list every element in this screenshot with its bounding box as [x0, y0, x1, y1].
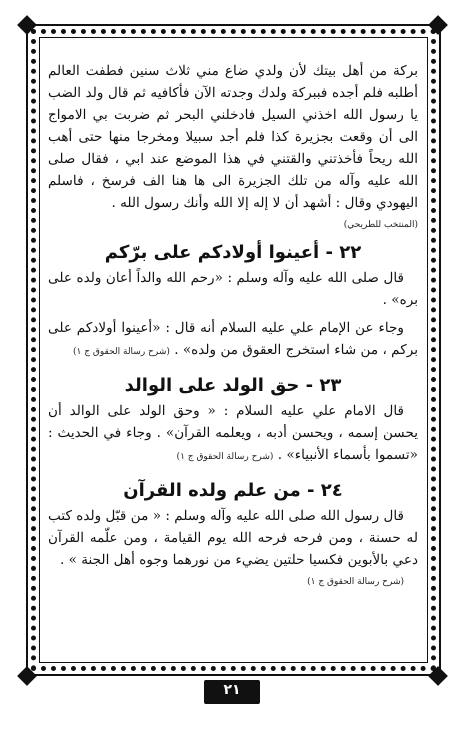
- section-22-source: (شرح رسالة الحقوق ج ١): [73, 347, 170, 357]
- section-22-paragraph-2-text: وجاء عن الإمام علي عليه السلام أنه قال : «أعينوا أولادكم على بركم ، من شاء استخرج العقوق من ولده» .: [48, 320, 418, 358]
- section-22-paragraph-1: [48, 267, 418, 311]
- section-24-paragraph-1: [48, 505, 418, 593]
- section-23-source: (شرح رسالة الحقوق ج ١): [176, 452, 274, 462]
- section-23-paragraph-1: [48, 400, 418, 468]
- section-23-heading: ٢٣ - حق الولد على الوالد: [124, 375, 342, 396]
- section-24-paragraph-1-text: قال رسول الله صلى الله عليه وآله وسلم : « من قبّل ولده كتب له حسنة ، ومن فرحه فرحه الله يوم القيامة ، ومن علّمه القرآن دعي بالأبوين فكسيا حلتين يضيء من نورهما وجوه أهل الجنة » .: [48, 508, 418, 568]
- section-22-heading: ٢٢ - أعينوا أولادكم على برّكم: [104, 242, 362, 263]
- page-number: ٢١: [223, 682, 241, 698]
- intro-text: بركة من أهل بيتك لأن ولدي ضاع مني ثلاث سنين فطفت العالم أطلبه فلم أجده فببركة ولدك وجدته الآن فأكافيه ثم قال ولد الضب يا رسول الله اخذني السيل فادخلني البحر ثم ضربت بي الامواج الى أن وقعت بجزيرة كذا فلم أجد سبيلا ومخرجا منها حتى أهب الله ريحاً فأخذتني والقتني في هذا الموضع عند ابي ، فقال صلى الله عليه وآله من تلك الجزيرة الى ها هنا الف فرسخ ، فاسلم اليهودي وقال : أشهد أن لا إله إلا الله وأنك رسول الله .: [48, 63, 418, 211]
- section-22-paragraph-2: [48, 317, 418, 363]
- section-23-paragraph-1-text: قال الامام علي عليه السلام : « وحق الولد على الوالد أن يحسن إسمه ، ويحسن أدبه ، ويعلمه القرآن» . وجاء في الحديث : «تسموا بأسماء الأنبياء» .: [48, 403, 418, 463]
- intro-paragraph: [48, 60, 418, 236]
- section-22-paragraph-1-text: قال صلى الله عليه وآله وسلم : «رحم الله والداً أعان ولده على بره» .: [48, 270, 418, 308]
- section-24-source: (شرح رسالة الحقوق ج ١): [307, 577, 404, 587]
- section-24-heading: ٢٤ - من علم ولده القرآن: [123, 480, 343, 501]
- intro-source: (المنتخب للطريحي): [343, 220, 418, 230]
- page-content: [48, 47, 418, 657]
